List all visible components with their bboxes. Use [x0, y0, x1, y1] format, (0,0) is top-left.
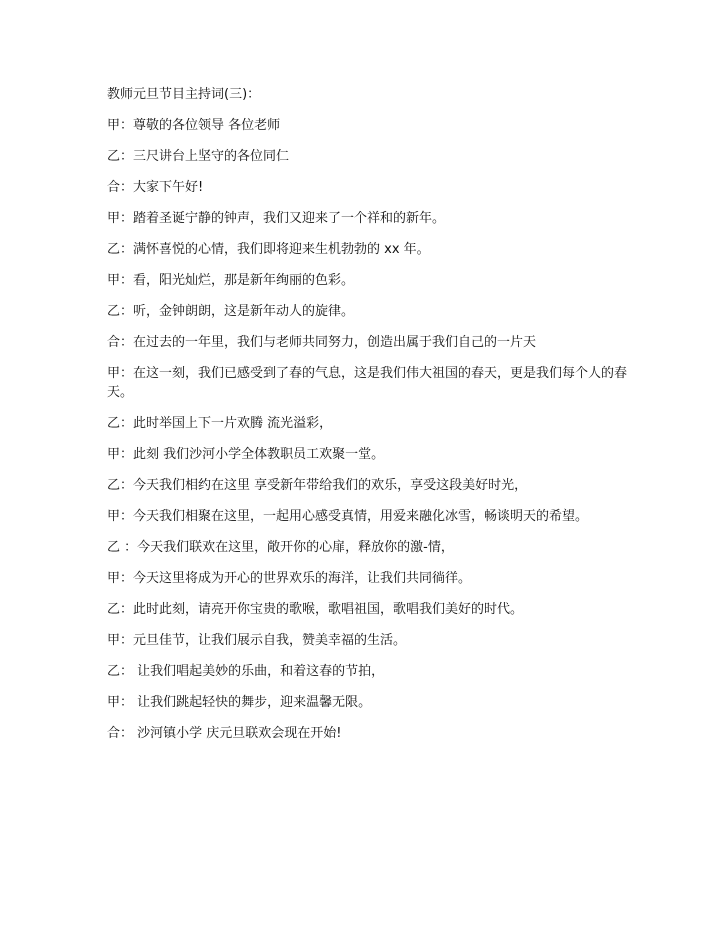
dialogue-line: 甲：在这一刻，我们已感受到了春的气息，这是我们伟大祖国的春天，更是我们每个人的春天。 [107, 366, 628, 400]
dialogue-line: 甲：此刻 我们沙河小学全体教职员工欢聚一堂。 [107, 447, 385, 462]
dialogue-line: 甲： 让我们跳起轻快的舞步，迎来温馨无限。 [107, 695, 372, 710]
dialogue-line: 乙：三尺讲台上坚守的各位同仁 [107, 149, 290, 164]
dialogue-line: 甲：看，阳光灿烂，那是新年绚丽的色彩。 [107, 273, 355, 288]
document-body [107, 85, 627, 755]
dialogue-line: 乙：此时举国上下一片欢腾 流光溢彩， [107, 416, 333, 431]
dialogue-line: 甲：今天这里将成为开心的世界欢乐的海洋，让我们共同徜徉。 [107, 571, 472, 586]
dialogue-line: 甲：踏着圣诞宁静的钟声，我们又迎来了一个祥和的新年。 [107, 211, 446, 226]
dialogue-line: 甲：尊敬的各位领导 各位老师 [107, 118, 281, 133]
dialogue-line: 乙：满怀喜悦的心情，我们即将迎来生机勃勃的 xx 年。 [107, 242, 430, 257]
dialogue-line: 乙：今天我们相约在这里 享受新年带给我们的欢乐，享受这段美好时光， [107, 478, 528, 493]
dialogue-line: 合：大家下午好! [107, 180, 204, 195]
document-title: 教师元旦节目主持词(三)： [107, 87, 261, 102]
dialogue-line: 甲：元旦佳节，让我们展示自我，赞美幸福的生活。 [107, 633, 407, 648]
dialogue-line: 合：在过去的一年里，我们与老师共同努力，创造出属于我们自己的一片天 [107, 335, 537, 350]
dialogue-line: 乙： 让我们唱起美妙的乐曲，和着这春的节拍， [107, 664, 385, 679]
dialogue-line: 乙：此时此刻，请亮开你宝贵的歌喉，歌唱祖国，歌唱我们美好的时代。 [107, 602, 524, 617]
dialogue-line: 合： 沙河镇小学 庆元旦联欢会现在开始! [107, 726, 342, 741]
dialogue-line: 乙：听，金钟朗朗，这是新年动人的旋律。 [107, 304, 355, 319]
dialogue-line: 甲：今天我们相聚在这里，一起用心感受真情，用爱来融化冰雪，畅谈明天的希望。 [107, 509, 589, 524]
dialogue-line: 乙 ：今天我们联欢在这里，敞开你的心扉，释放你的激-情， [107, 540, 454, 555]
